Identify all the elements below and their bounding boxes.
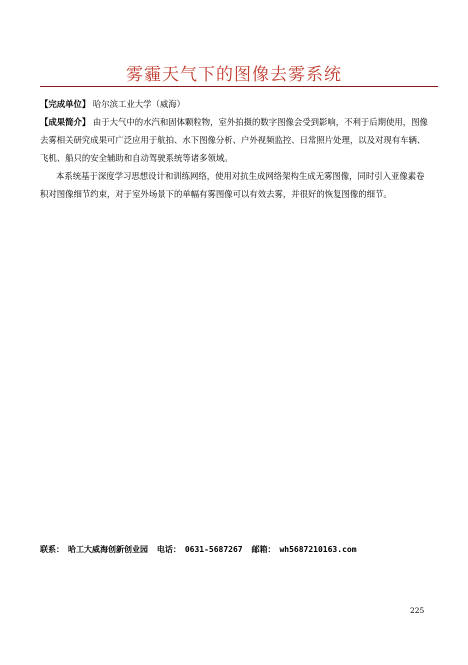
page-number: 225 xyxy=(410,606,425,615)
achievement-intro-label: 【成果简介】 xyxy=(40,117,91,127)
completion-unit xyxy=(40,95,430,113)
contact-org: 哈工大威海创新创业园 xyxy=(68,545,148,554)
system-description: 本系统基于深度学习思想设计和训练网络，使用对抗生成网络架构生成无雾图像，同时引入亚像素卷积对图像细节约束，对于室外场景下的单幅有雾图像可以有效去雾，并很好的恢复图像的细节。 xyxy=(40,171,425,199)
completion-unit-label: 【完成单位】 xyxy=(40,99,91,109)
title-divider xyxy=(40,86,438,87)
phone-value: 0631-5687267 xyxy=(184,545,243,554)
achievement-intro-text: 由于大气中的水汽和固体颗粒物，室外拍摄的数字图像会受到影响，不利于后期使用，图像去雾相关研究成果可广泛应用于航拍、水下图像分析、户外视频监控、日常照片处理，以及对现有车辆、飞机、船只的安全辅助和自动驾驶系统等诸多领域。 xyxy=(40,117,428,163)
completion-unit-value: 哈尔滨工业大学（威海） xyxy=(92,99,186,109)
achievement-intro xyxy=(40,113,430,167)
email-value: wh5687210163.com xyxy=(279,545,357,554)
page-title: 雾霾天气下的图像去雾系统 xyxy=(126,65,342,85)
email-label: 邮箱： xyxy=(251,545,276,554)
contact-line xyxy=(40,544,361,555)
contact-label: 联系： xyxy=(40,545,64,554)
phone-label: 电话： xyxy=(156,545,181,554)
